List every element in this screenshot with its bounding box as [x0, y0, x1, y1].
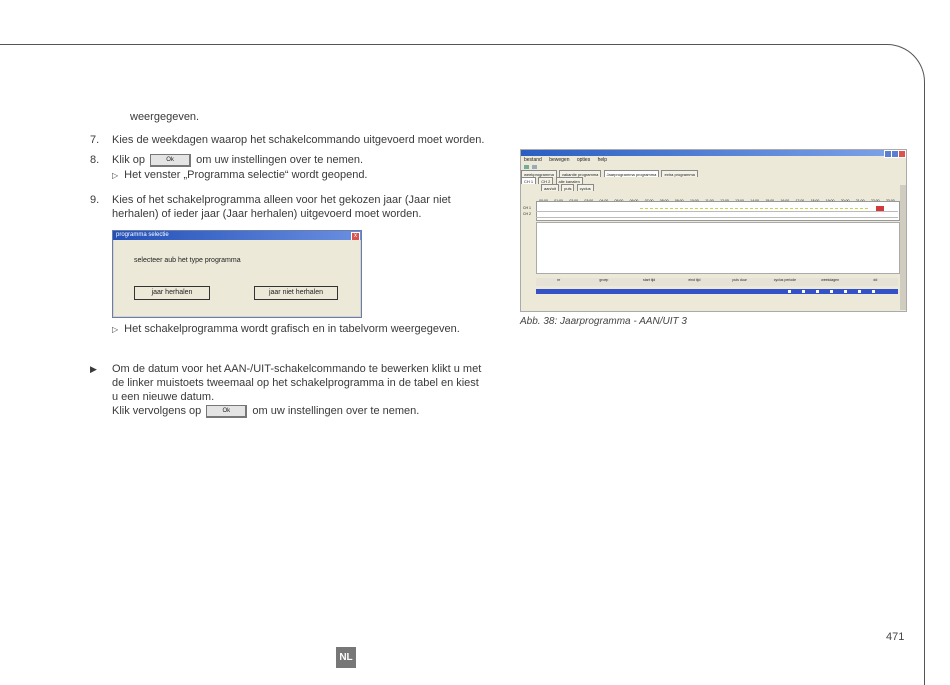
- channel-label: CH 2: [523, 212, 531, 216]
- close-icon: [898, 150, 906, 158]
- step-9-result: ▷ Het schakelprogramma wordt grafisch en in tabelvorm weergegeven.: [112, 323, 460, 335]
- tab-ch1: CH 1: [521, 177, 536, 184]
- menu-help: help: [597, 157, 608, 163]
- program-bar: [640, 208, 868, 210]
- figure-caption: Abb. 38: Jaarprogramma - AAN/UIT 3: [520, 316, 687, 327]
- screenshot-channel-tabs: [521, 177, 906, 184]
- ok-button-inline[interactable]: Ok: [150, 154, 191, 167]
- step-7-text: Kies de weekdagen waarop het schakelcommando uitgevoerd moet worden.: [112, 134, 485, 146]
- dialog-body: [114, 240, 360, 316]
- table-header-cell: groep: [599, 278, 609, 282]
- tab-vakantie: vakantie programma: [559, 170, 601, 177]
- table-header-cell: weekdagen: [821, 278, 840, 282]
- screenshot-menu-bar: [521, 156, 906, 164]
- bullet-line-3: u een nieuwe datum.: [112, 391, 215, 403]
- tab-weekprogramma: weekprogramma: [521, 170, 557, 177]
- programma-selectie-dialog: [112, 230, 362, 318]
- tab-jaarprogramma: Jaarprogramma programma: [604, 170, 660, 177]
- mode-cyclus: cyclus: [577, 184, 594, 191]
- jaar-herhalen-button[interactable]: jaar herhalen: [134, 286, 210, 300]
- table-header-cell: cyclus periode: [773, 278, 797, 282]
- weekday-checkbox: [788, 290, 791, 293]
- menu-bestand: bestand: [524, 157, 542, 163]
- program-table-header: [536, 278, 898, 286]
- screenshot-program-tabs: [521, 170, 906, 177]
- screenshot-title-bar: [521, 150, 906, 156]
- result-arrow-icon: ▷: [112, 325, 119, 334]
- tab-extra: extra programma: [661, 170, 697, 177]
- screenshot-mode-bar: [521, 184, 906, 191]
- bullet-line-2: de linker muistoets tweemaal op het schakelprogramma in de tabel en kiest: [112, 377, 479, 389]
- dialog-message: selecteer aub het type programma: [134, 257, 241, 264]
- weekday-checkbox: [802, 290, 805, 293]
- screenshot-scrollbar: [900, 185, 906, 310]
- page-number: 471: [886, 631, 905, 643]
- close-icon[interactable]: x: [351, 232, 360, 241]
- step-8-result: ▷ Het venster „Programma selectie“ wordt geopend.: [112, 169, 368, 181]
- mode-puls: puls: [561, 184, 574, 191]
- menu-bewegen: bewegen: [549, 157, 570, 163]
- dialog-title: programma selectie: [116, 232, 169, 238]
- jaar-niet-herhalen-button[interactable]: jaar niet herhalen: [254, 286, 338, 300]
- program-table-row: [536, 289, 898, 294]
- result-arrow-icon: ▷: [112, 171, 119, 180]
- mode-aan-uit: aan/uit: [541, 184, 559, 191]
- step-8-number: 8.: [90, 154, 100, 166]
- weekday-checkbox: [872, 290, 875, 293]
- menu-opties: opties: [576, 157, 591, 163]
- table-header-cell: start tijd: [642, 278, 656, 282]
- language-tab: NL: [336, 647, 356, 668]
- tab-ch2: CH 2: [538, 177, 553, 184]
- channel-label: CH 1: [523, 206, 531, 210]
- table-header-cell: eind tijd: [688, 278, 701, 282]
- ok-button-inline[interactable]: Ok: [206, 405, 247, 418]
- weekday-checkbox: [816, 290, 819, 293]
- timeline-lane-ch2: [536, 212, 898, 218]
- bullet-line-4: Klik vervolgens op Ok om uw instellingen over te nemen.: [112, 405, 420, 417]
- bullet-line-1: Om de datum voor het AAN-/UIT-schakelcommando te bewerken klikt u met: [112, 363, 482, 375]
- step-9-line-1: Kies of het schakelprogramma alleen voor het gekozen jaar (Jaar niet: [112, 194, 451, 206]
- bullet-arrow-icon: ▶: [90, 364, 97, 374]
- tab-alle-kanalen: alle kanalen: [556, 177, 583, 184]
- weekday-checkbox: [858, 290, 861, 293]
- weekday-checkbox: [830, 290, 833, 293]
- table-header-cell: dd: [873, 278, 878, 282]
- step-8-text: Klik op Ok om uw instellingen over te nemen.: [112, 154, 364, 166]
- table-header-cell: nr: [557, 278, 561, 282]
- table-header-cell: puls duur: [732, 278, 747, 282]
- open-icon: [532, 165, 537, 169]
- save-icon: [524, 165, 529, 169]
- step-9-number: 9.: [90, 194, 100, 206]
- dialog-title-bar: [113, 231, 361, 240]
- jaarprogramma-screenshot: [520, 149, 907, 312]
- step-7-number: 7.: [90, 134, 100, 146]
- weekday-checkbox: [844, 290, 847, 293]
- screenshot-empty-area: [536, 222, 900, 274]
- step-9-line-2: herhalen) of ieder jaar (Jaar herhalen) uitgevoerd moet worden.: [112, 208, 422, 220]
- program-marker: [876, 206, 884, 211]
- continued-text: weergegeven.: [130, 111, 200, 123]
